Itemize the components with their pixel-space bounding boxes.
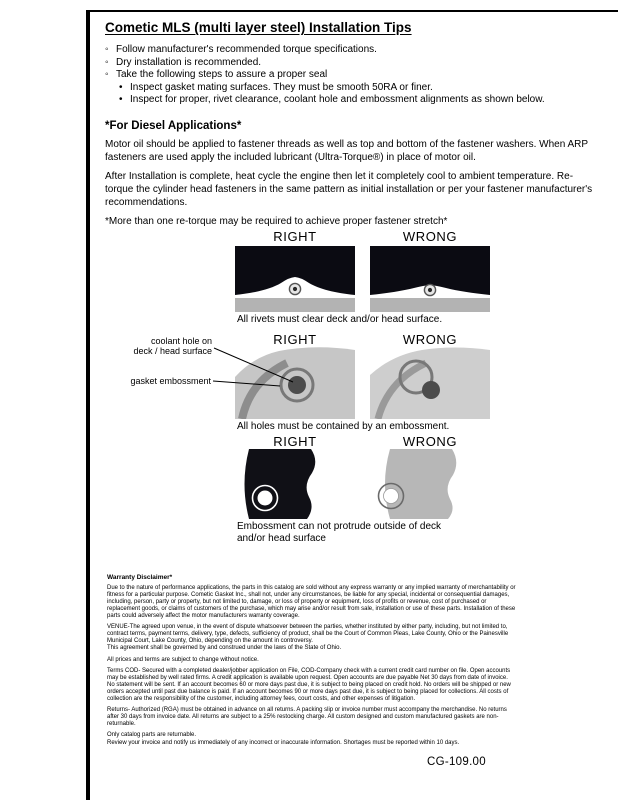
retorque-note: *More than one re-torque may be required to achieve proper fastener stretch*	[105, 215, 448, 227]
warranty-disclaimer	[107, 574, 517, 751]
disclaimer-paragraph: Returns- Authorized (RGA) must be obtained in advance on all returns. A packing slip or invoice number must accompany the merchandise. No returns after 30 days from invoice date. All returns are subject to a 25% restocking charge. All custom designed and custom manufactured gaskets are non-returnable.	[107, 707, 507, 727]
wrong-label: WRONG	[402, 434, 458, 449]
disclaimer-paragraph: Review your invoice and notify us immediately of any incorrect or inaccurate information. Shortages must be reported within 10 days.	[107, 739, 460, 746]
disclaimer-paragraph: All prices and terms are subject to change without notice.	[107, 656, 259, 663]
tip-sub-item: • Inspect gasket mating surfaces. They must be smooth 50RA or finer.	[119, 82, 600, 95]
holes-right-figure	[235, 347, 355, 419]
holes-caption: All holes must be contained by an embossment.	[237, 421, 450, 432]
tips-list	[105, 44, 600, 107]
embossment-caption: Embossment can not protrude outside of deck and/or head surface	[237, 521, 442, 544]
diesel-paragraph: Motor oil should be applied to fastener threads as well as top and bottom of the fastener washers. When ARP fasteners are used apply the included lubricant (Ultra-Torque®) in place of motor oil.	[105, 138, 588, 163]
disclaimer-heading: Warranty Disclaimer*	[107, 574, 173, 581]
diesel-heading: *For Diesel Applications*	[105, 119, 242, 132]
tip-item: ◦ Follow manufacturer's recommended torque specifications.	[105, 44, 600, 57]
wrong-label: WRONG	[402, 229, 458, 244]
embossment-right-figure	[235, 449, 355, 519]
tip-item: ◦ Take the following steps to assure a proper seal	[105, 69, 600, 82]
diesel-paragraph: After Installation is complete, heat cycle the engine then let it completely cool to ambient temperature. Re-torque the cylinder head fasteners in the same pattern as initial installation or per your fastener manufacturer's recommendations.	[105, 170, 593, 208]
diagrams-section	[90, 230, 618, 552]
disclaimer-paragraph: Terms COD- Secured with a completed dealer/jobber application on File, COD-Company check with a current credit card number on file. Open accounts may be established by well rated firms. A credit application is available upon request. Open accounts are due payable Net 30 days from date of invoice. No statement will be sent. If an account becomes 60 or more days past due, it is subject to being placed on credit hold. No orders will be shipped or new orders accepted until past due balance is paid. If an account becomes 90 or more days past due, it is subject to being placed for collections. All costs of collection are the responsibility of the customer, including attorney fees, court costs, and other expenses of litigation.	[107, 668, 511, 702]
content-column	[105, 20, 600, 228]
right-label: RIGHT	[273, 434, 317, 449]
tip-item: ◦ Dry installation is recommended.	[105, 57, 600, 70]
coolant-hole-label: coolant hole on deck / head surface	[133, 336, 212, 356]
disclaimer-paragraph: VENUE-The agreed upon venue, in the event of dispute whatsoever between the parties, whether instituted by either party, including, but not limited to, contract terms, payment terms, delivery, type, defects, sufficiency of product, shall be the Court of Common Pleas, Lake County, Ohio or the Painesville Municipal Court, Lake County, Ohio, depending on the amount in controversy.	[107, 624, 509, 644]
wrong-label: WRONG	[402, 332, 458, 347]
disclaimer-paragraph: Only catalog parts are returnable.	[107, 732, 197, 739]
page-title: Cometic MLS (multi layer steel) Installation Tips	[105, 20, 412, 35]
disclaimer-paragraph: Due to the nature of performance applications, the parts in this catalog are sold without any express warranty or any implied warranty of merchantability or fitness for a particular purpose. Cometic Gasket Inc., shall not, under any circumstances, be liable for any special, incidental or consequential damages, including, person, party or property, but not limited to, damage, or loss of property or equipment, loss of profits or revenue, cost of purchased or replacement goods, or claims of customers of the purchase, which may arise and/or result from sale, installation or use of these parts. Installation of these parts could adversely affect the motor manufacturers warranty coverage.	[107, 585, 516, 619]
rivet-caption: All rivets must clear deck and/or head surface.	[237, 314, 443, 325]
page-border-top	[88, 10, 618, 12]
embossment-wrong-figure	[370, 449, 490, 519]
tip-sub-item: • Inspect for proper, rivet clearance, coolant hole and embossment alignments as shown below.	[119, 94, 600, 107]
right-label: RIGHT	[273, 332, 317, 347]
rivet-wrong-figure	[370, 246, 490, 312]
rivet-right-figure	[235, 246, 355, 312]
gasket-embossment-label: gasket embossment	[130, 376, 211, 386]
holes-wrong-figure	[370, 347, 490, 419]
right-label: RIGHT	[273, 229, 317, 244]
page-code: CG-109.00	[427, 756, 486, 768]
disclaimer-paragraph: This agreement shall be governed by and construed under the laws of the State of Ohio.	[107, 645, 342, 652]
